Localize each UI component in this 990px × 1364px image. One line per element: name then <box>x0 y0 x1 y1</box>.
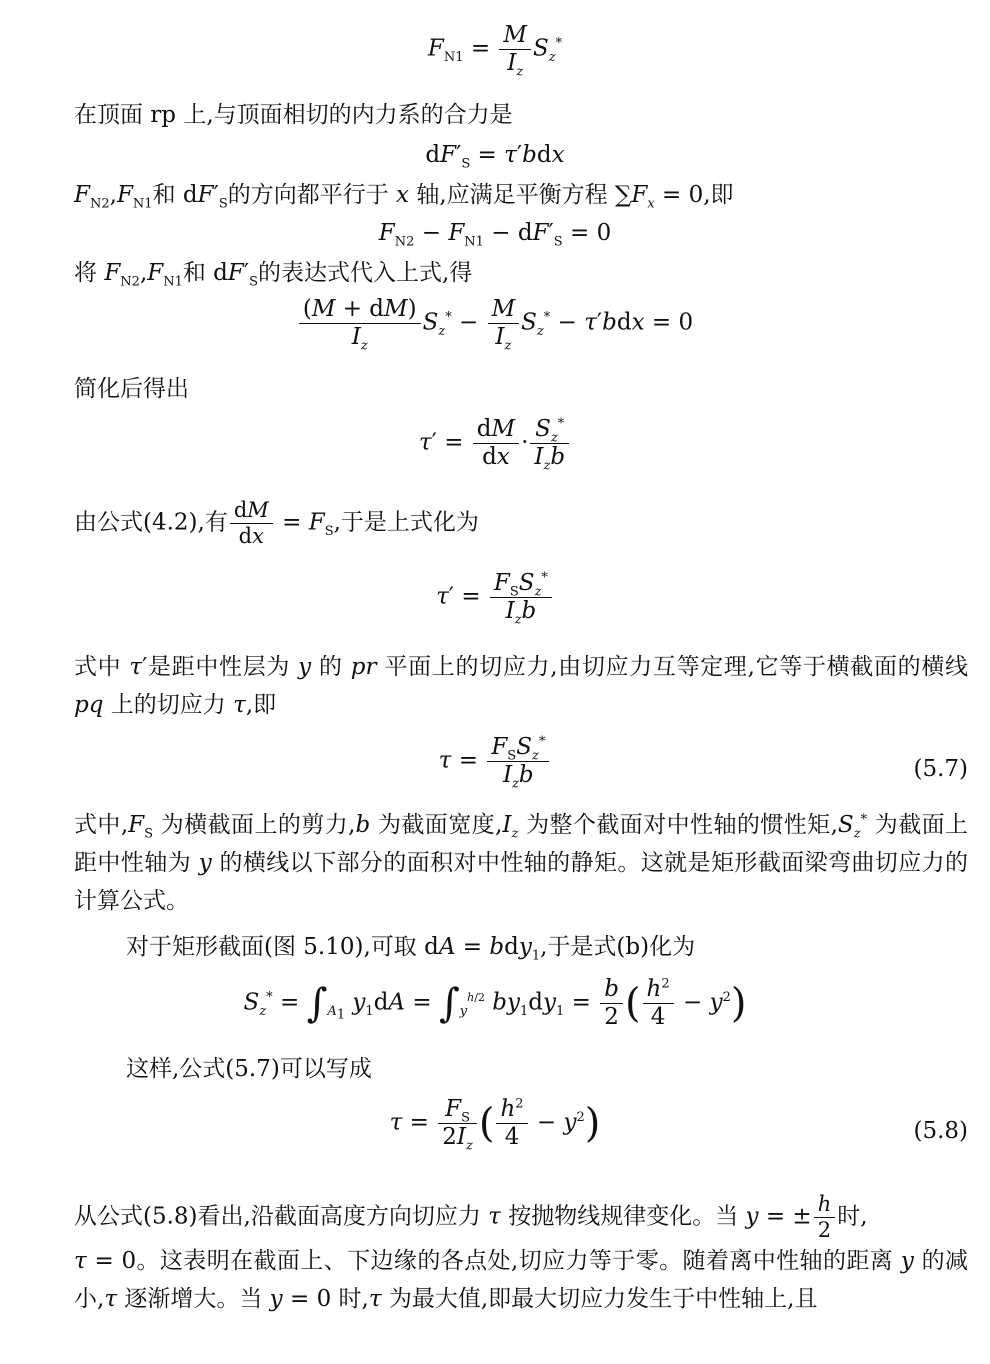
equation-dfs: $dF'_S = \tau'bdx$ <box>425 142 565 172</box>
paragraph-tau-prime: 式中 τ′是距中性层为 y 的 pr 平面上的切应力,由切应力互等定理,它等于横截面的横线 pq 上的切应力 τ,即 <box>74 654 969 718</box>
text-line: 在顶面 rp 上,与顶面相切的内力系的合力是 <box>74 102 513 128</box>
equation-balance: $F_{N2} - F_{N1} - dF'_S = 0$ <box>378 220 612 250</box>
equation-number-5-7: (5.7) <box>913 756 968 782</box>
equation-5-8: τ = $\frac{F_S}{2I_z}$ ( $\frac{h^2}{4}$ − $y^2$) <box>389 1096 601 1154</box>
text-line: 简化后得出 <box>74 376 189 402</box>
equation-tau-prime-2: τ′ = $\frac{F_SS_z^*}{I_zb}$ <box>0 572 990 623</box>
text-line-parabolic: 从公式(5.8)看出,沿截面高度方向切应力 τ 按抛物线规律变化。当 y = ± $\frac{h}{2}$ 时, <box>74 1192 868 1242</box>
equation-tau-prime-1: τ′ = $\frac{dM}{dx}$ · $\frac{S_z^*}{I_zb}$ <box>0 418 990 469</box>
equation-static-moment: $S_z^* = \int_{A_1}$ $y_1dA = \int_y^{h/2}$ $by_1dy_1$ = $\frac{b}{2}$ ( $\frac{h^2}{4}$ − $y^2$) <box>243 976 747 1030</box>
text-line: 这样,公式(5.7)可以写成 <box>126 1056 372 1082</box>
text-line: $F_{N2},F_{N1}$和 $dF'_S$的方向都平行于 x 轴,应满足平衡方程 $\sum F_x = 0$,即 <box>74 182 734 212</box>
paragraph-definitions: 式中$,F_S$ 为横截面上的剪力,b 为截面宽度$,I_z$ 为整个截面对中性轴的惯性矩$,S_z^*$ 为截面上距中性轴为 y 的横线以下部分的面积对中性轴的静矩。这就是矩形截面梁弯曲切应力的计算公式。 <box>74 812 969 914</box>
equation-fn1: $F_{N1}$ = $\frac{M}{I_z}$ $S_z^*$ <box>427 22 563 80</box>
text-line-formula-4-2: 由公式(4.2),有 $\frac{dM}{dx}$ = $F_S$,于是上式化为 <box>74 498 479 548</box>
equation-substitution: $\frac{(M + dM)}{I_z}$ $S_z^*$ − $\frac{M}{I_z}$ $S_z^* - \tau'bdx = 0$ <box>0 298 990 349</box>
text-line-rectangular: 对于矩形截面(图 5.10),可取 dA = bdy$_1$,于是式(b)化为 <box>126 934 696 964</box>
paragraph-boundary: τ = 0。这表明在截面上、下边缘的各点处,切应力等于零。随着离中性轴的距离 y 的减小,τ 逐渐增大。当 y = 0 时,τ 为最大值,即最大切应力发生于中性轴上,且 <box>74 1248 968 1312</box>
equation-number-5-8: (5.8) <box>913 1118 968 1144</box>
equation-5-7: τ = $\frac{F_SS_z^*}{I_zb}$ <box>0 736 990 787</box>
text-line: 将 $F_{N2},F_{N1}$和 $dF'_S$的表达式代入上式,得 <box>74 260 473 290</box>
